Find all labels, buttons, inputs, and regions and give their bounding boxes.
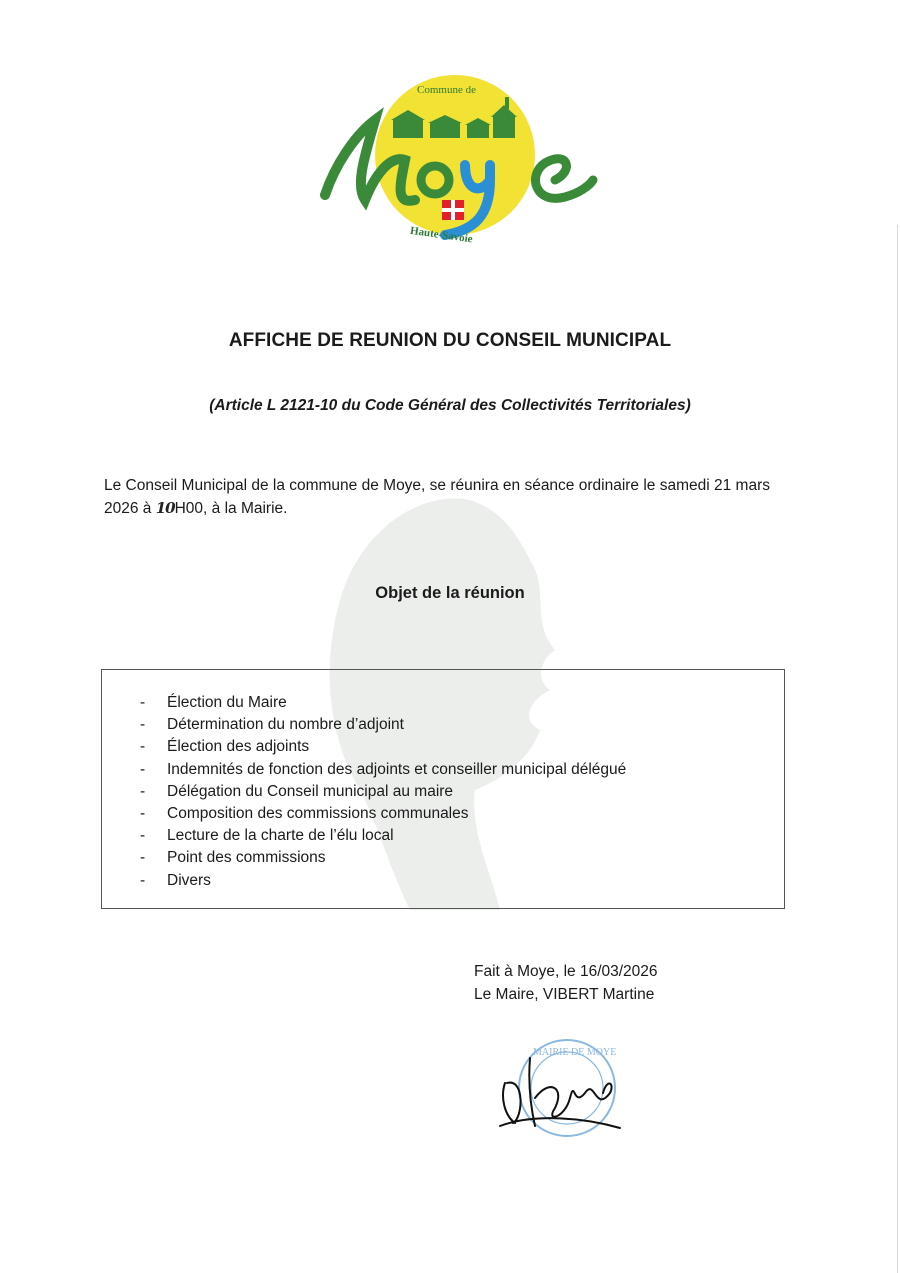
place-date: Fait à Moye, le 16/03/2026 [474, 963, 658, 980]
signature-block [474, 960, 658, 1006]
svg-text:Haute-Savoie: Haute-Savoie [409, 224, 474, 246]
scan-edge-line [897, 225, 898, 1273]
agenda-item-text: Élection du Maire [167, 694, 287, 711]
signatory: Le Maire, VIBERT Martine [474, 986, 655, 1003]
agenda-item [102, 847, 784, 869]
svg-text:MAIRIE DE MOYE: MAIRIE DE MOYE [533, 1047, 617, 1058]
mairie-stamp-signature-icon [495, 1038, 630, 1138]
svg-text:Commune de: Commune de [417, 84, 476, 96]
agenda-item [102, 825, 784, 847]
agenda-item-text: Composition des commissions communales [167, 805, 469, 823]
handwritten-hour: 10 [155, 499, 175, 517]
dash-bullet: - [140, 871, 146, 889]
dash-bullet: - [140, 694, 146, 711]
agenda-title: Objet de la réunion [375, 584, 525, 602]
agenda-item [102, 736, 784, 758]
agenda-list [102, 670, 784, 892]
agenda-item [102, 781, 784, 803]
agenda-item [102, 803, 784, 825]
agenda-item [102, 759, 784, 781]
agenda-item-text: Point des commissions [167, 849, 326, 867]
agenda-item [102, 692, 784, 714]
agenda-item-text: Élection des adjoints [167, 738, 310, 756]
agenda-item [102, 870, 784, 892]
agenda-item-text: Délégation du Conseil municipal au maire [167, 782, 454, 800]
dash-bullet: - [140, 760, 146, 778]
page-title: AFFICHE DE REUNION DU CONSEIL MUNICIPAL [228, 330, 672, 351]
agenda-item-text: Détermination du nombre d’adjoint [167, 716, 404, 734]
announcement-text-end: H00, à la Mairie. [174, 500, 288, 517]
agenda-item [102, 714, 784, 736]
dash-bullet: - [140, 805, 146, 823]
agenda-box [101, 669, 785, 909]
dash-bullet: - [140, 849, 146, 867]
agenda-item-text: Lecture de la charte de l’élu local [167, 827, 394, 845]
meeting-announcement [104, 474, 784, 520]
legal-reference: (Article L 2121-10 du Code Général des Collectivités Territoriales) [209, 397, 691, 414]
dash-bullet: - [140, 782, 146, 800]
dash-bullet: - [140, 827, 146, 845]
announcement-text: Le Conseil Municipal de la commune de Moye, se réunira en séance ordinaire le samedi 21 mars 2026 à [104, 477, 770, 517]
commune-logo-icon [305, 75, 600, 250]
dash-bullet: - [140, 738, 146, 756]
agenda-item-text: Indemnités de fonction des adjoints et conseiller municipal délégué [167, 760, 627, 778]
agenda-item-text: Divers [167, 871, 211, 889]
dash-bullet: - [140, 716, 146, 734]
